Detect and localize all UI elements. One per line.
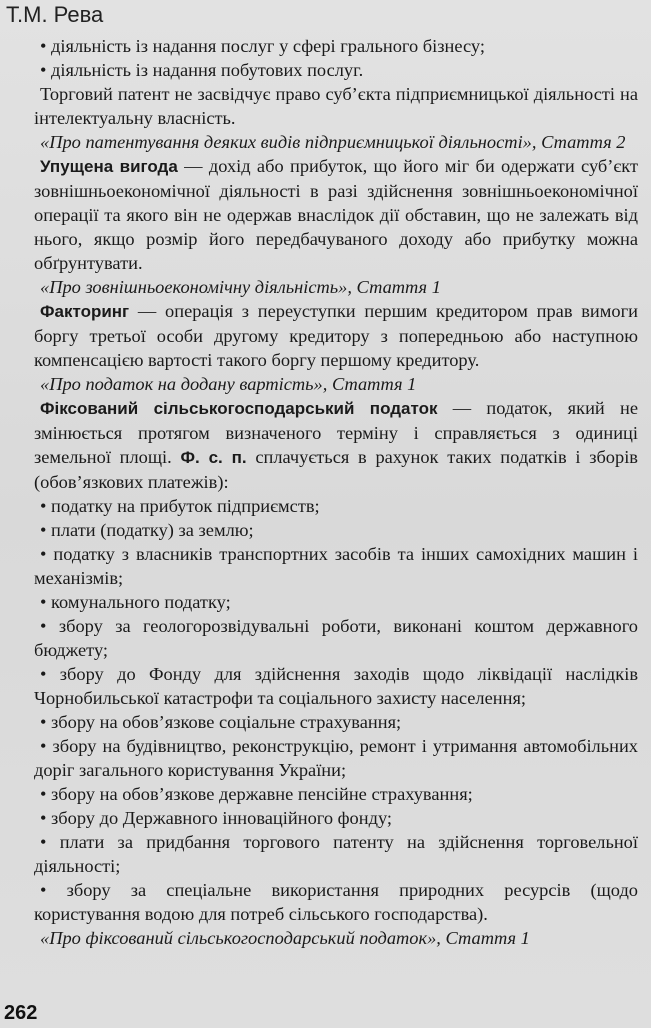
definition-text: — операція з переуступки першим кредитором прав вимоги боргу третьої особи другому кредитору з попередньою або наступною компенсацією вартості такого боргу першому кредитору. <box>34 301 638 370</box>
term: Фіксований сільськогосподарський податок <box>40 399 438 418</box>
list-item: • комунального податку; <box>40 592 231 612</box>
list-item: • плати (податку) за землю; <box>40 520 254 540</box>
citation: «Про зовнішньоекономічну діяльність», Стаття 1 <box>40 277 441 297</box>
list-item: • діяльність із надання послуг у сфері грального бізнесу; <box>40 36 485 56</box>
list-item: • збору на будівництво, реконструкцію, ремонт і утримання автомобільних доріг загального користування України; <box>34 736 638 780</box>
definition-text: сплачується в рахунок таких податків і зборів (обов’язкових платежів): <box>34 447 638 492</box>
citation: «Про патентування деяких видів підприємницької діяльності», Стаття 2 <box>40 132 626 152</box>
running-header: Т.М. Рева <box>6 2 104 27</box>
list-item: • збору до Фонду для здійснення заходів щодо ліквідації наслідків Чорнобильської катастрофи та соціального захисту населення; <box>34 664 638 708</box>
list-item: • збору за спеціальне використання природних ресурсів (щодо користування водою для потреб сільського господарства). <box>34 880 638 924</box>
list-item: • податку на прибуток підприємств; <box>40 496 320 516</box>
definition-paragraph <box>34 154 638 275</box>
list-item: • збору за геологорозвідувальні роботи, виконані коштом державного бюджету; <box>34 616 638 660</box>
term: Упущена вигода <box>40 157 178 176</box>
list-item: • податку з власників транспортних засобів та інших самохідних машин і механізмів; <box>34 544 638 588</box>
citation: «Про фіксований сільськогосподарський податок», Стаття 1 <box>40 928 530 948</box>
list-item: • збору до Державного інноваційного фонду; <box>40 808 393 828</box>
definition-paragraph <box>34 396 638 494</box>
paragraph: Торговий патент не засвідчує право суб’єкта підприємницької діяльності на інтелектуальну власність. <box>34 84 638 128</box>
list-item: • плати за придбання торгового патенту на здійснення торговельної діяльності; <box>34 832 638 876</box>
list-item: • збору на обов’язкове соціальне страхування; <box>40 712 402 732</box>
citation: «Про податок на додану вартість», Стаття 1 <box>40 374 417 394</box>
term: Факторинг <box>40 302 130 321</box>
page-body <box>34 34 638 950</box>
term-abbreviation: Ф. с. п. <box>180 448 247 467</box>
list-item: • діяльність із надання побутових послуг. <box>40 60 364 80</box>
definition-text: — дохід або прибуток, що його міг би одержати суб’єкт зовнішньоекономічної діяльності в разі здійснення зовнішньоекономічної операції та якого він не одержав внаслідок дії обставин, що не залежать від нього, якщо розмір його передбачуваного доходу або прибутку можна обґрунтувати. <box>34 156 638 273</box>
page-number: 262 <box>4 1002 38 1024</box>
definition-paragraph <box>34 299 638 372</box>
definition-text: — податок, який не змінюється протягом визначеного терміну і справляється з одиниці земельної площі. <box>34 398 638 467</box>
list-item: • збору на обов’язкове державне пенсійне страхування; <box>40 784 473 804</box>
